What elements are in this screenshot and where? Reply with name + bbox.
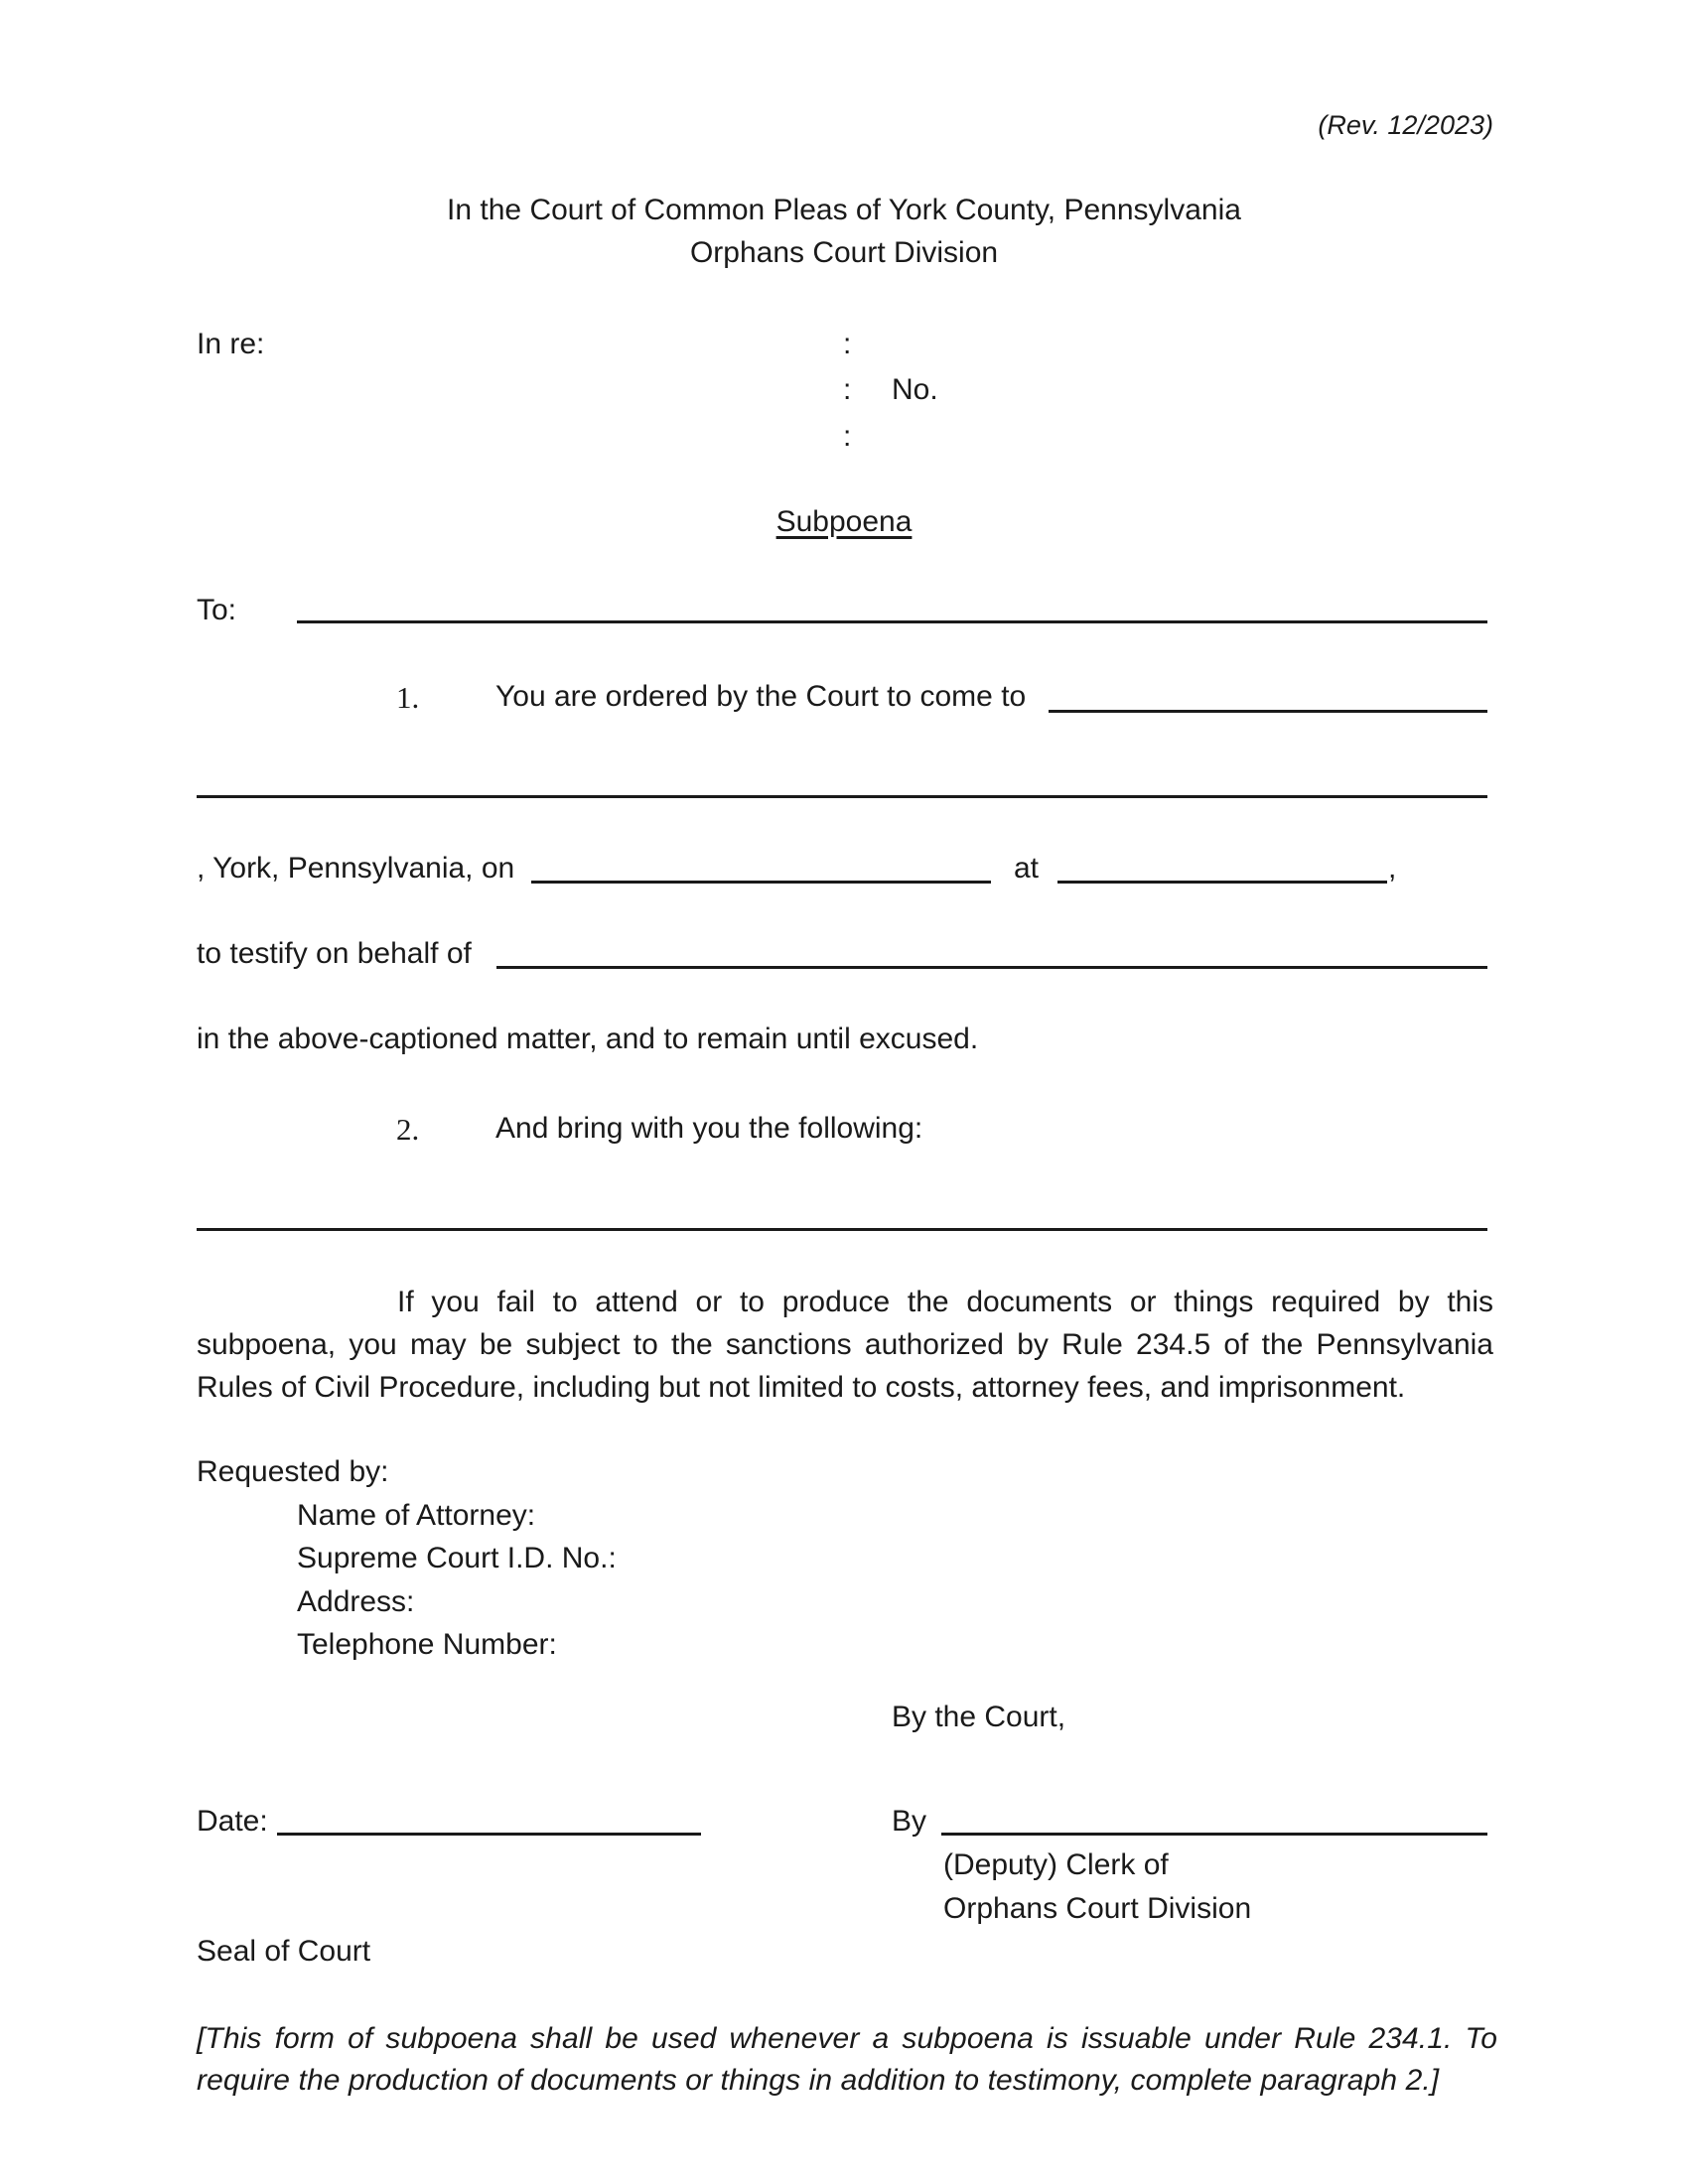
come-to-line[interactable] xyxy=(1049,710,1487,713)
behalf-of-line[interactable] xyxy=(496,966,1487,969)
court-name: In the Court of Common Pleas of York County, Pennsylvania xyxy=(447,194,1241,226)
requested-by-label: Requested by: xyxy=(197,1455,389,1488)
item-2-number: 2. xyxy=(396,1112,420,1147)
sanctions-first-line: If you fail to attend or to produce the documents or things required by this xyxy=(397,1286,1493,1318)
item-2-text: And bring with you the following: xyxy=(495,1112,923,1145)
in-re-label: In re: xyxy=(197,328,265,360)
date-label: Date: xyxy=(197,1805,268,1838)
caption-colon-2: : xyxy=(843,373,852,406)
documents-line[interactable] xyxy=(197,1228,1487,1231)
by-the-court-label: By the Court, xyxy=(892,1701,1066,1733)
attorney-name-label: Name of Attorney: xyxy=(297,1499,536,1532)
address-label: Address: xyxy=(297,1585,415,1618)
york-location-text: , York, Pennsylvania, on xyxy=(197,852,515,885)
date-signature-line[interactable] xyxy=(277,1833,701,1836)
clerk-title-line-2: Orphans Court Division xyxy=(943,1892,1252,1925)
telephone-label: Telephone Number: xyxy=(297,1628,557,1661)
item-1-number: 1. xyxy=(396,680,420,715)
remain-text: in the above-captioned matter, and to remain until excused. xyxy=(197,1023,979,1055)
item-1-text: You are ordered by the Court to come to xyxy=(495,680,1027,713)
supreme-court-id-label: Supreme Court I.D. No.: xyxy=(297,1542,617,1574)
at-label: at xyxy=(1014,852,1040,885)
time-comma: , xyxy=(1388,852,1397,885)
revision-label: (Rev. 12/2023) xyxy=(1318,110,1493,140)
case-number-label: No. xyxy=(892,373,938,406)
by-label: By xyxy=(892,1805,927,1838)
court-division: Orphans Court Division xyxy=(689,236,999,269)
clerk-title-line-1: (Deputy) Clerk of xyxy=(943,1848,1169,1881)
document-title: Subpoena xyxy=(775,505,913,538)
form-instructions-note: [This form of subpoena shall be used whenever a subpoena is issuable under Rule 234.1. To require the production of documents or things in addition to testimony, complete paragraph 2.] xyxy=(197,2022,1497,2097)
caption-colon-1: : xyxy=(843,328,852,360)
location-line[interactable] xyxy=(197,795,1487,798)
date-appear-line[interactable] xyxy=(531,881,991,884)
clerk-signature-line[interactable] xyxy=(941,1833,1487,1836)
to-recipient-line[interactable] xyxy=(297,620,1487,623)
sanctions-paragraph xyxy=(197,1281,1493,1409)
sanctions-rest: subpoena, you may be subject to the sanctions authorized by Rule 234.5 of the Pennsylvania Rules of Civil Procedure, including but not limited to costs, attorney fees, and imprisonment. xyxy=(197,1328,1493,1404)
caption-colon-3: : xyxy=(843,420,852,453)
time-appear-line[interactable] xyxy=(1057,881,1387,884)
seal-of-court-label: Seal of Court xyxy=(197,1935,371,1968)
to-label: To: xyxy=(197,594,237,626)
testify-label: to testify on behalf of xyxy=(197,937,472,970)
